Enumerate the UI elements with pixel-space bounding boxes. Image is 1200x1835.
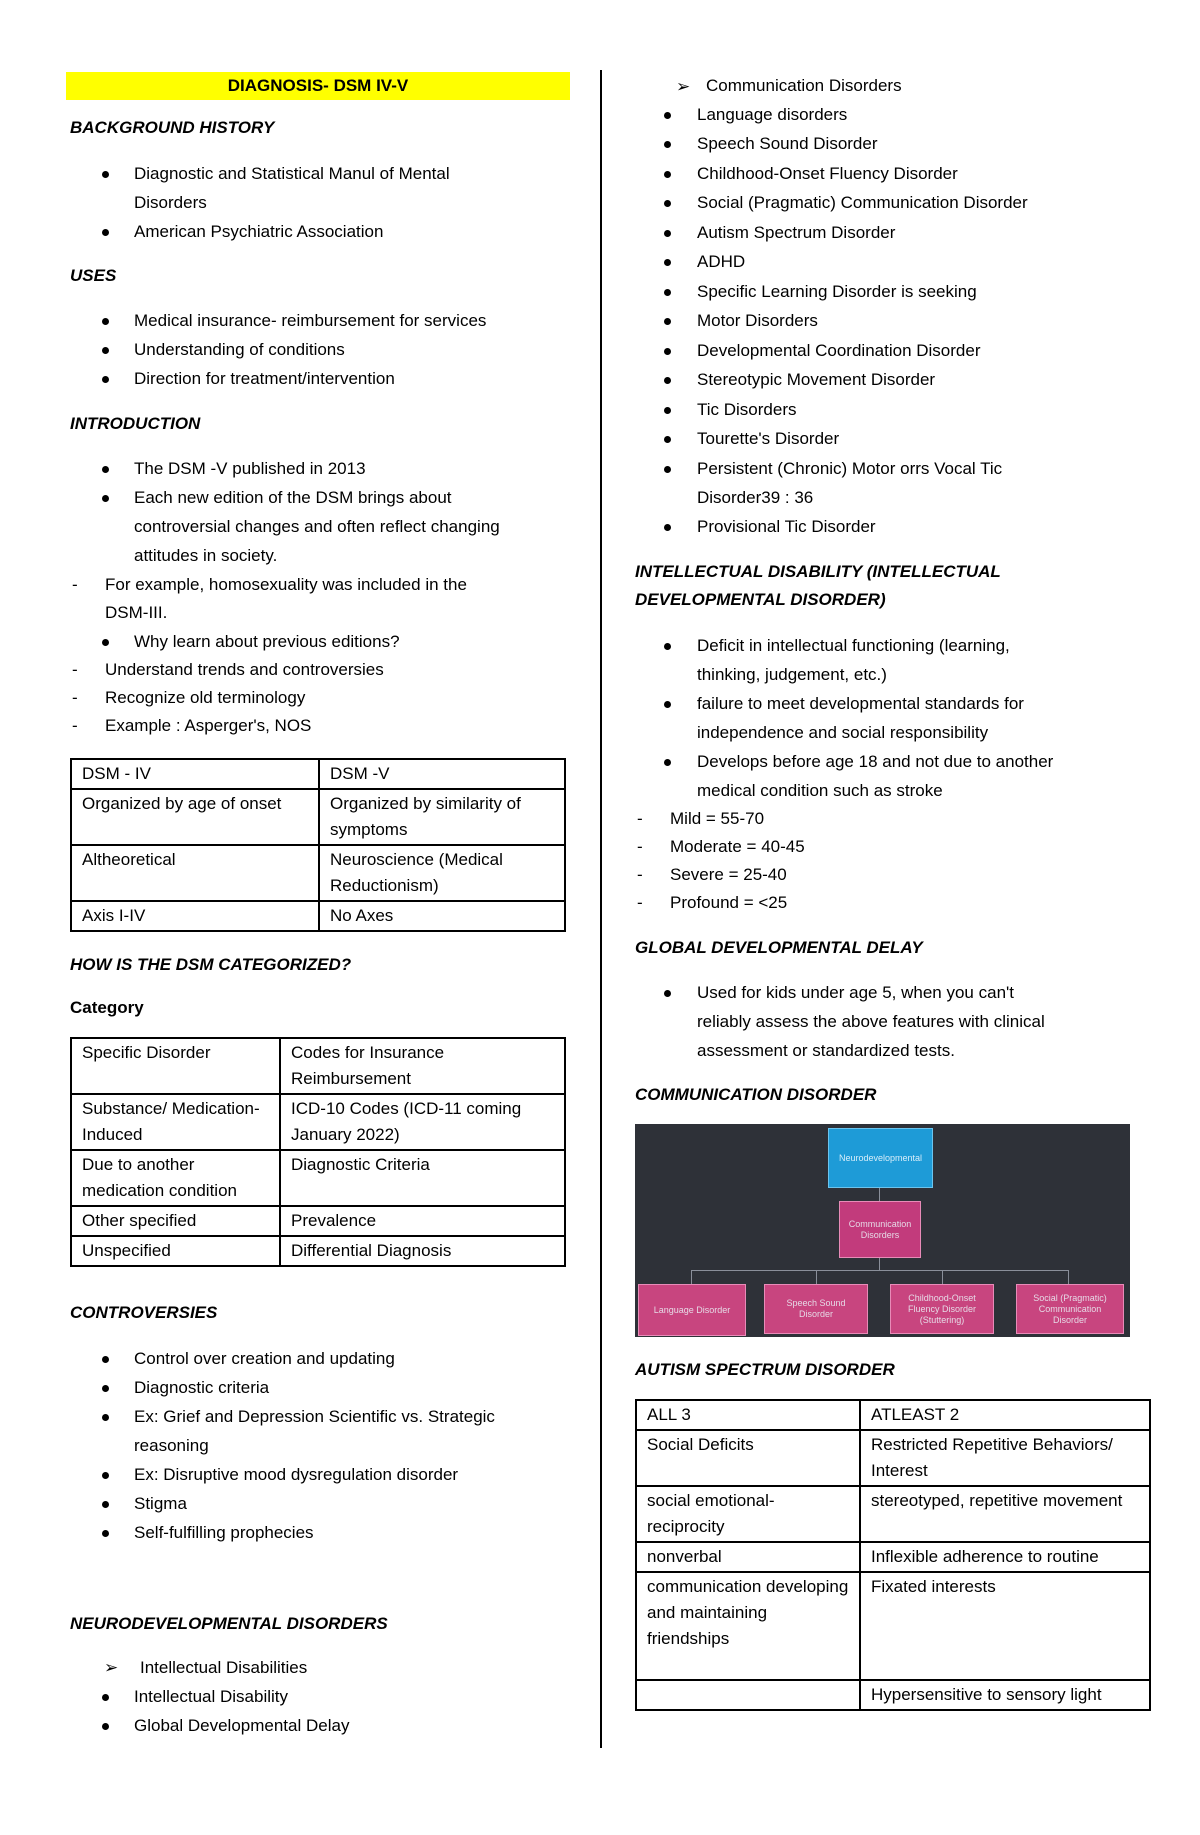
table-cell (636, 1680, 860, 1710)
comm-item: Specific Learning Disorder is seeking (697, 282, 977, 301)
table-row (71, 1236, 565, 1266)
bullet (664, 318, 671, 325)
table-cell: Differential Diagnosis (280, 1236, 565, 1266)
dash-marker: - (72, 575, 78, 594)
bullet (102, 639, 109, 646)
connector-line (691, 1270, 692, 1284)
table-cell: Diagnostic Criteria (280, 1150, 565, 1206)
bullet (102, 466, 109, 473)
page-title: DIAGNOSIS- DSM IV-V (66, 72, 570, 100)
table-cell: DSM -V (319, 759, 565, 789)
table-row (71, 1206, 565, 1236)
comm-item: ADHD (697, 252, 746, 271)
dash-marker: - (72, 660, 78, 679)
intro-line: controversial changes and often reflect changing (134, 517, 500, 536)
comm-item: Language disorders (697, 105, 848, 124)
bullet (102, 1414, 109, 1421)
table-row (636, 1430, 1150, 1486)
comm-arrow-item: Communication Disorders (706, 76, 902, 95)
table-cell: Other specified (71, 1206, 280, 1236)
neuro-item: Intellectual Disability (134, 1687, 289, 1706)
neurodevelopmental-heading: NEURODEVELOPMENTAL DISORDERS (70, 1614, 388, 1633)
intro-line: For example, homosexuality was included in the (105, 575, 467, 594)
bullet (664, 759, 671, 766)
bullet (664, 377, 671, 384)
table-cell: No Axes (319, 901, 565, 931)
bullet (664, 466, 671, 473)
bullet (102, 1356, 109, 1363)
dsm-comparison-table (70, 758, 566, 932)
bullet (102, 229, 109, 236)
table-row (71, 789, 565, 845)
bullet (102, 1385, 109, 1392)
comm-item: Provisional Tic Disorder (697, 517, 876, 536)
bullet (102, 1501, 109, 1508)
connector-line (942, 1270, 943, 1284)
intro-line: Each new edition of the DSM brings about (134, 488, 452, 507)
table-cell: ALL 3 (636, 1400, 860, 1430)
intro-line: Why learn about previous editions? (134, 632, 400, 651)
table-cell: DSM - IV (71, 759, 319, 789)
table-cell: Restricted Repetitive Behaviors/ Interest (860, 1430, 1150, 1486)
bullet (664, 230, 671, 237)
table-row (71, 759, 565, 789)
communication-heading: COMMUNICATION DISORDER (635, 1085, 877, 1104)
comm-item: Speech Sound Disorder (697, 134, 878, 153)
table-cell: ICD-10 Codes (ICD-11 coming January 2022) (280, 1094, 565, 1150)
bullet (664, 990, 671, 997)
table-row (636, 1400, 1150, 1430)
controversy-item: Ex: Grief and Depression Scientific vs. Strategic (134, 1407, 495, 1426)
connector-line (691, 1270, 1069, 1271)
bullet (102, 1694, 109, 1701)
bullet (664, 436, 671, 443)
table-row (636, 1680, 1150, 1710)
categorized-heading: HOW IS THE DSM CATEGORIZED? (70, 955, 352, 974)
severity-level: Profound = <25 (670, 893, 788, 912)
comm-item: Tic Disorders (697, 400, 797, 419)
severity-level: Severe = 25-40 (670, 865, 787, 884)
bullet (664, 407, 671, 414)
comm-item: Autism Spectrum Disorder (697, 223, 896, 242)
bullet (664, 643, 671, 650)
arrow-bullet-icon: ➢ (104, 1658, 119, 1677)
intellectual-line: thinking, judgement, etc.) (697, 665, 887, 684)
intro-line: Understand trends and controversies (105, 660, 384, 679)
intro-line: Example : Asperger's, NOS (105, 716, 312, 735)
diagram-node-leaf: Language Disorder (638, 1284, 746, 1336)
intellectual-line: independence and social responsibility (697, 723, 989, 742)
table-cell: ATLEAST 2 (860, 1400, 1150, 1430)
comm-item: Childhood-Onset Fluency Disorder (697, 164, 958, 183)
table-cell: Fixated interests (860, 1572, 1150, 1680)
table-row (636, 1486, 1150, 1542)
bullet (102, 347, 109, 354)
neuro-item: Global Developmental Delay (134, 1716, 350, 1735)
table-row (636, 1572, 1150, 1680)
table-row (71, 1094, 565, 1150)
bullet (664, 701, 671, 708)
table-row (71, 845, 565, 901)
diagram-node-leaf: Social (Pragmatic) Communication Disorder (1016, 1284, 1124, 1334)
bullet (664, 171, 671, 178)
comm-item: Tourette's Disorder (697, 429, 840, 448)
table-cell: Organized by similarity of symptoms (319, 789, 565, 845)
bullet (664, 112, 671, 119)
table-cell: Altheoretical (71, 845, 319, 901)
controversy-item: Control over creation and updating (134, 1349, 395, 1368)
controversy-item: Self-fulfilling prophecies (134, 1523, 314, 1542)
table-cell: Codes for Insurance Reimbursement (280, 1038, 565, 1094)
bullet (664, 289, 671, 296)
bullet (102, 318, 109, 325)
dash-marker: - (637, 893, 643, 912)
table-cell: Substance/ Medication-Induced (71, 1094, 280, 1150)
diagram-node-leaf: Speech Sound Disorder (764, 1284, 868, 1334)
bullet (102, 495, 109, 502)
severity-level: Moderate = 40-45 (670, 837, 805, 856)
dash-marker: - (637, 837, 643, 856)
bullet (102, 171, 109, 178)
table-cell: communication developing and maintaining friendships (636, 1572, 860, 1680)
arrow-bullet-icon: ➢ (676, 77, 691, 96)
table-cell: Neuroscience (Medical Reductionism) (319, 845, 565, 901)
table-cell: Specific Disorder (71, 1038, 280, 1094)
uses-item: Understanding of conditions (134, 340, 345, 359)
background-heading: BACKGROUND HISTORY (70, 118, 275, 137)
category-subheading: Category (70, 998, 144, 1017)
column-divider (600, 70, 602, 1748)
table-cell: Organized by age of onset (71, 789, 319, 845)
table-cell: Hypersensitive to sensory light (860, 1680, 1150, 1710)
diagram-node-leaf: Childhood-Onset Fluency Disorder (Stuttering) (890, 1284, 994, 1334)
comm-item: Developmental Coordination Disorder (697, 341, 981, 360)
communication-disorder-diagram (635, 1124, 1130, 1337)
autism-heading: AUTISM SPECTRUM DISORDER (635, 1360, 895, 1379)
bullet (664, 259, 671, 266)
table-row (71, 1038, 565, 1094)
intro-line: Recognize old terminology (105, 688, 306, 707)
dash-marker: - (637, 865, 643, 884)
dash-marker: - (72, 688, 78, 707)
comm-item: Disorder39 : 36 (697, 488, 814, 507)
bullet (664, 141, 671, 148)
global-line: Used for kids under age 5, when you can't (697, 983, 1014, 1002)
global-line: reliably assess the above features with clinical (697, 1012, 1045, 1031)
table-cell: Due to another medication condition (71, 1150, 280, 1206)
table-cell: nonverbal (636, 1542, 860, 1572)
global-line: assessment or standardized tests. (697, 1041, 955, 1060)
intro-line: attitudes in society. (134, 546, 278, 565)
comm-item: Stereotypic Movement Disorder (697, 370, 936, 389)
comm-item: Persistent (Chronic) Motor orrs Vocal Tic (697, 459, 1003, 478)
controversy-item: Ex: Disruptive mood dysregulation disorder (134, 1465, 459, 1484)
uses-item: Medical insurance- reimbursement for services (134, 311, 487, 330)
table-cell: stereotyped, repetitive movement (860, 1486, 1150, 1542)
table-cell: Axis I-IV (71, 901, 319, 931)
severity-level: Mild = 55-70 (670, 809, 765, 828)
autism-criteria-table (635, 1399, 1151, 1711)
comm-item: Social (Pragmatic) Communication Disorder (697, 193, 1028, 212)
controversies-heading: CONTROVERSIES (70, 1303, 218, 1322)
dash-marker: - (72, 716, 78, 735)
category-table (70, 1037, 566, 1267)
intellectual-heading-cont: DEVELOPMENTAL DISORDER) (635, 590, 886, 609)
global-delay-heading: GLOBAL DEVELOPMENTAL DELAY (635, 938, 923, 957)
table-cell: Unspecified (71, 1236, 280, 1266)
bullet (102, 376, 109, 383)
intellectual-line: medical condition such as stroke (697, 781, 943, 800)
intro-line: DSM-III. (105, 603, 168, 622)
neuro-arrow-item: Intellectual Disabilities (140, 1658, 308, 1677)
dash-marker: - (637, 809, 643, 828)
controversy-item: reasoning (134, 1436, 209, 1455)
connector-line (879, 1256, 880, 1270)
diagram-node-root: Neurodevelopmental (828, 1128, 933, 1188)
bullet (664, 348, 671, 355)
intro-line: The DSM -V published in 2013 (134, 459, 366, 478)
diagram-node-middle: Communication Disorders (839, 1201, 921, 1258)
background-item: Diagnostic and Statistical Manul of Mental (134, 164, 450, 183)
table-row (71, 901, 565, 931)
uses-heading: USES (70, 266, 117, 285)
table-cell: Social Deficits (636, 1430, 860, 1486)
controversy-item: Stigma (134, 1494, 187, 1513)
intellectual-heading: INTELLECTUAL DISABILITY (INTELLECTUAL (635, 562, 1001, 581)
table-cell: Prevalence (280, 1206, 565, 1236)
table-cell: Inflexible adherence to routine (860, 1542, 1150, 1572)
introduction-heading: INTRODUCTION (70, 414, 201, 433)
table-cell: social emotional- reciprocity (636, 1486, 860, 1542)
table-row (71, 1150, 565, 1206)
controversy-item: Diagnostic criteria (134, 1378, 270, 1397)
bullet (664, 200, 671, 207)
intellectual-line: Deficit in intellectual functioning (learning, (697, 636, 1010, 655)
connector-line (1068, 1270, 1069, 1284)
bullet (664, 524, 671, 531)
uses-item: Direction for treatment/intervention (134, 369, 395, 388)
background-item: Disorders (134, 193, 207, 212)
intellectual-line: Develops before age 18 and not due to another (697, 752, 1054, 771)
comm-item: Motor Disorders (697, 311, 818, 330)
intellectual-line: failure to meet developmental standards for (697, 694, 1024, 713)
bullet (102, 1472, 109, 1479)
table-row (636, 1542, 1150, 1572)
bullet (102, 1530, 109, 1537)
connector-line (816, 1270, 817, 1284)
background-item: American Psychiatric Association (134, 222, 384, 241)
bullet (102, 1723, 109, 1730)
